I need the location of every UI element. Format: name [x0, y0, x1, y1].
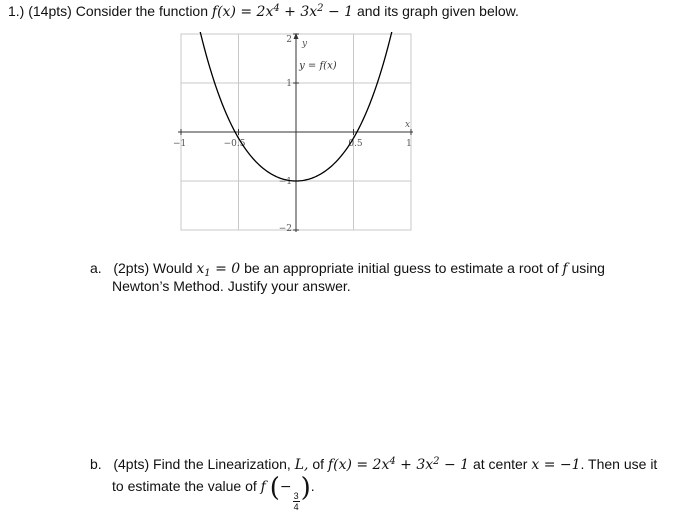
y-tick-label: 2: [286, 35, 292, 45]
part-a-line-2: Newton’s Method. Justify your answer.: [112, 278, 351, 294]
part-b-label: b.: [90, 456, 102, 472]
y-tick-label: −1: [278, 177, 292, 187]
problem-statement: 1.) (14pts) Consider the function $f(x) = 2x^4 + 3x^2 - 1$ and its graph given below.: [8, 3, 519, 20]
y-tick-label: −2: [278, 224, 292, 234]
function-graph: [170, 30, 420, 238]
problem-number: 1.): [8, 3, 25, 19]
x-tick-label: 1: [406, 139, 412, 149]
part-b-line-1: b. (4pts) Find the Linearization, L, of $f(x) = 2x^4 + 3x^2 - 1$ at center x = −1. Then use it: [90, 456, 658, 473]
x-tick-label: −0.5: [223, 139, 246, 149]
function-definition: $f(x) = 2x^4 + 3x^2 - 1$: [211, 3, 354, 20]
x-axis-label: x: [405, 120, 411, 130]
function-definition-b: $f(x) = 2x^4 + 3x^2 - 1$: [327, 456, 470, 473]
initial-guess: $x_1 = 0$: [196, 261, 241, 279]
part-a-label: a.: [90, 260, 102, 276]
fraction-three-quarters: $\frac{3}{4}$: [293, 491, 299, 512]
part-a-line-1: a. (2pts) Would $x_1 = 0$ be an appropriate initial guess to estimate a root of f using: [90, 260, 605, 279]
function-label: y = f(x): [299, 60, 337, 72]
part-b-line-2: to estimate the value of f (− $\frac{3}{4}$ ).: [112, 473, 315, 512]
x-tick-label: 0.5: [348, 139, 363, 149]
problem-points: (14pts): [28, 3, 72, 19]
x-tick-label: −1: [173, 139, 187, 149]
y-axis-label: y: [302, 39, 308, 49]
y-tick-label: 1: [286, 79, 292, 89]
linearization-center: x = −1: [531, 457, 581, 473]
